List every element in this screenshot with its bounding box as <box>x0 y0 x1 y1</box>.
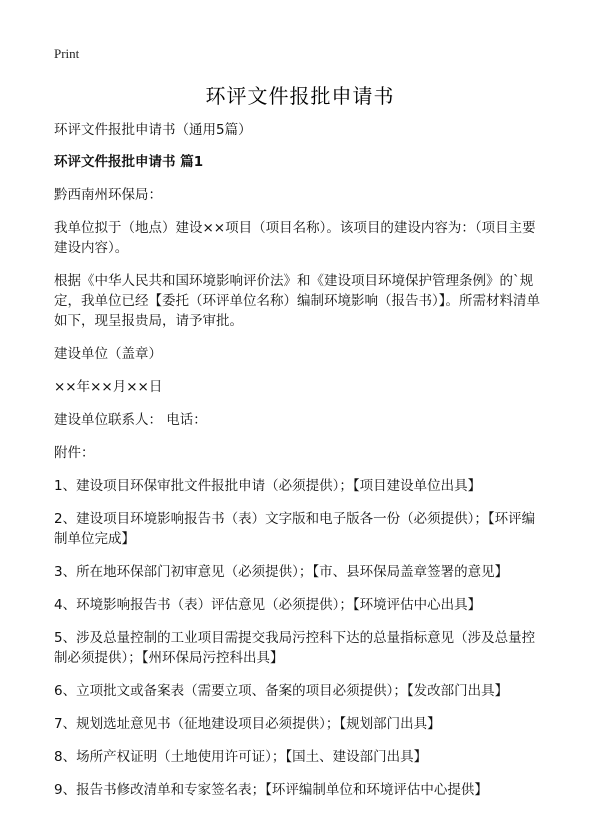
attachments-label: 附件： <box>54 445 95 461</box>
attachment-item: 3、所在地环保部门初审意见（必须提供）；【市、县环保局盖章签署的意见】 <box>54 564 509 580</box>
attachment-item: 7、规划选址意见书（征地建设项目必须提供）；【规划部门出具】 <box>54 716 441 732</box>
addressee: 黔西南州环保局： <box>54 187 162 203</box>
paragraph-project: 我单位拟于（地点）建设××项目（项目名称）。该项目的建设内容为：（项目主要建设内容）。 <box>54 220 536 256</box>
page-title: 环评文件报批申请书 <box>205 84 395 108</box>
print-link[interactable]: Print <box>54 46 80 61</box>
attachment-item: 4、环境影响报告书（表）评估意见（必须提供）；【环境评估中心出具】 <box>54 597 482 613</box>
application-date: ××年××月××日 <box>54 379 163 395</box>
attachment-item: 5、涉及总量控制的工业项目需提交我局污控科下达的总量指标意见（涉及总量控制必须提供）；【州环保局污控科出具】 <box>54 630 536 666</box>
document-subtitle: 环评文件报批申请书（通用5篇） <box>54 122 252 138</box>
document-body <box>54 120 544 813</box>
article-heading: 环评文件报批申请书 篇1 <box>54 154 204 170</box>
attachment-item: 8、场所产权证明（土地使用许可证）；【国土、建设部门出具】 <box>54 749 428 765</box>
attachment-item: 9、报告书修改清单和专家签名表；【环评编制单位和环境评估中心提供】 <box>54 782 488 798</box>
attachment-item: 1、建设项目环保审批文件报批申请（必须提供）；【项目建设单位出具】 <box>54 478 482 494</box>
attachment-item: 2、建设项目环境影响报告书（表）文字版和电子版各一份（必须提供）；【环评编制单位完成】 <box>54 511 536 547</box>
attachment-item: 6、立项批文或备案表（需要立项、备案的项目必须提供）；【发改部门出具】 <box>54 683 509 699</box>
paragraph-basis: 根据《中华人民共和国环境影响评价法》和《建设项目环境保护管理条例》的`规定，我单位已经【委托（环评单位名称）编制环境影响（报告书）】。所需材料清单如下，现呈报贵局，请予审批。 <box>54 273 540 329</box>
contact-line: 建设单位联系人： 电话： <box>54 412 207 428</box>
applicant-seal: 建设单位（盖章） <box>54 346 162 362</box>
